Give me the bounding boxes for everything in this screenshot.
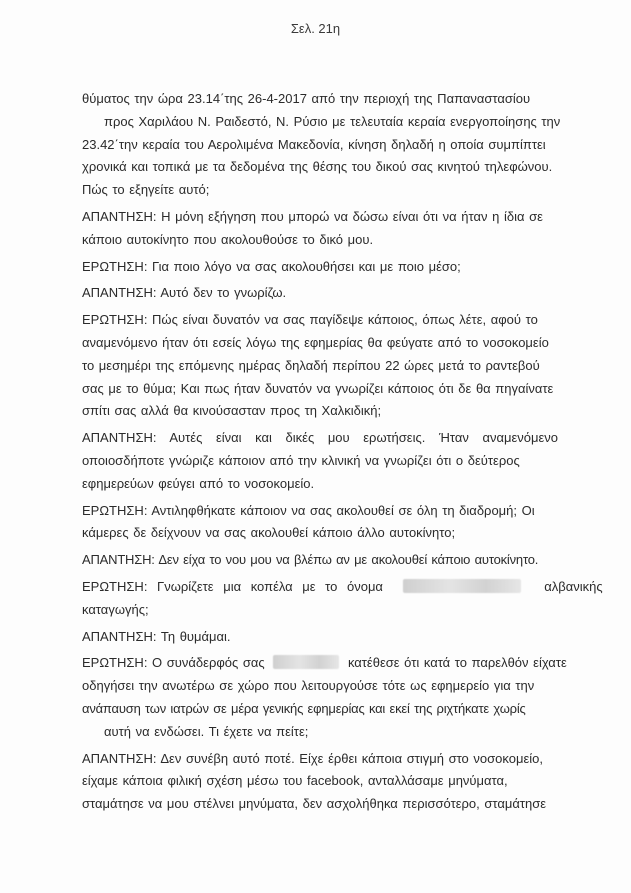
text-line: αναμενόμενο ήταν ότι εσείς λόγω της εφημερίας θα φεύγατε από το νοσοκομείο <box>82 334 549 350</box>
paragraph <box>82 282 550 305</box>
text-line: είχαμε κάποια φιλική σχέση μέσω του facebook, ανταλλάσαμε μηνύματα, <box>82 773 508 789</box>
page-number: Σελ. 21η <box>290 21 341 36</box>
paragraph <box>82 309 554 423</box>
text-line: ΑΠΑΝΤΗΣΗ: Τη θυμάμαι. <box>82 628 231 644</box>
text-line: ΑΠΑΝΤΗΣΗ: Αυτές είναι και δικές μου ερωτήσεις. Ήταν αναμενόμενο <box>82 430 559 446</box>
text-line: αυτή να ενδώσει. Τι έχετε να πείτε; <box>104 723 309 739</box>
paragraph <box>82 652 567 743</box>
text-line: εφημερεύων φεύγει από το νοσοκομείο. <box>82 475 315 491</box>
question-text-end: αλβανικής <box>544 578 603 594</box>
paragraph <box>82 427 559 495</box>
paragraph <box>82 549 550 572</box>
text-line <box>82 576 603 599</box>
paragraph <box>82 576 603 622</box>
paragraph <box>82 626 550 649</box>
text-line: ΑΠΑΝΤΗΣΗ: Δεν είχα το νου μου να βλέπω αν με ακολουθεί κάποιο αυτοκίνητο. <box>82 552 539 568</box>
text-line: προς Χαριλάου Ν. Ραιδεστό, Ν. Ρύσιο με τελευταία κεραία ενεργοποίησης την <box>104 113 561 129</box>
text-line: ΕΡΩΤΗΣΗ: Αντιληφθήκατε κάποιον να σας ακολουθεί σε όλη τη διαδρομή; Οι <box>82 502 535 518</box>
text-line: 23.42΄την κεραία του Αερολιμένα Μακεδονία, κίνηση δηλαδή η οποία συμπίπτει <box>82 136 546 152</box>
paragraph <box>82 748 550 816</box>
redacted-name <box>273 655 339 669</box>
text-line: καταγωγής; <box>82 601 149 617</box>
text-line: ΕΡΩΤΗΣΗ: Πώς είναι δυνατόν να σας παγίδεψε κάποιος, όπως λέτε, αφού το <box>82 312 538 328</box>
text-line: κάμερες δε δείχνουν να σας ακολουθεί κάποιο άλλο αυτοκίνητο; <box>82 525 456 541</box>
question-text: ΕΡΩΤΗΣΗ: Ο συνάδερφός σας <box>82 655 265 671</box>
text-line: χρονικά και τοπικά με τα δεδομένα της θέσης του δικού σας κινητού τηλεφώνου. <box>82 159 553 175</box>
paragraph <box>82 206 550 252</box>
text-line: Πώς το εξηγείτε αυτό; <box>82 182 210 198</box>
question-text: ΕΡΩΤΗΣΗ: Γνωρίζετε μια κοπέλα με το όνομα <box>82 578 383 594</box>
text-line: ΑΠΑΝΤΗΣΗ: Δεν συνέβη αυτό ποτέ. Είχε έρθει κάποια στιγμή στο νοσοκομείο, <box>82 750 543 766</box>
text-line: σπίτι σας αλλά θα κινούσασταν προς τη Χαλκιδική; <box>82 403 382 419</box>
redacted-name <box>403 579 521 593</box>
text-line <box>82 652 567 675</box>
document-body <box>82 88 603 820</box>
paragraph <box>82 256 550 279</box>
text-line: κάποιο αυτοκίνητο που ακολουθούσε το δικό μου. <box>82 231 374 247</box>
text-line: θύματος την ώρα 23.14΄της 26-4-2017 από την περιοχή της Παπαναστασίου <box>82 91 531 106</box>
text-line: σταμάτησε να μου στέλνει μηνύματα, δεν ασχολήθηκα περισσότερο, σταμάτησε <box>82 796 547 812</box>
text-line: ΕΡΩΤΗΣΗ: Για ποιο λόγο να σας ακολουθήσει και με ποιο μέσο; <box>82 258 461 274</box>
text-line: ανάπαυση των ιατρών σε μέρα γενικής εφημερίας και εκεί της ριχτήκατε χωρίς <box>82 700 526 716</box>
text-line: ΑΠΑΝΤΗΣΗ: Αυτό δεν το γνωρίζω. <box>82 285 287 301</box>
text-line: το μεσημέρι της επόμενης ημέρας δηλαδή περίπου 22 ώρες μετά το ραντεβού <box>82 357 540 373</box>
paragraph <box>82 88 561 202</box>
paragraph <box>82 500 550 546</box>
text-line: οποιοσδήποτε γνώριζε κάποιον από την κλινική να γνωρίζει ότι ο δεύτερος <box>82 452 520 468</box>
text-line: σας με το θύμα; Και πως ήταν δυνατόν να γνωρίζει κάποιος ότι δε θα πηγαίνατε <box>82 380 554 396</box>
question-text-end: κατέθεσε ότι κατά το παρελθόν είχατε <box>347 655 567 671</box>
text-line: οδηγήσει την ανωτέρω σε χώρο που λειτουργούσε τότε ως εφημερείο για την <box>82 678 535 694</box>
text-line: ΑΠΑΝΤΗΣΗ: Η μόνη εξήγηση που μπορώ να δώσω είναι ότι να ήταν η ίδια σε <box>82 208 543 224</box>
